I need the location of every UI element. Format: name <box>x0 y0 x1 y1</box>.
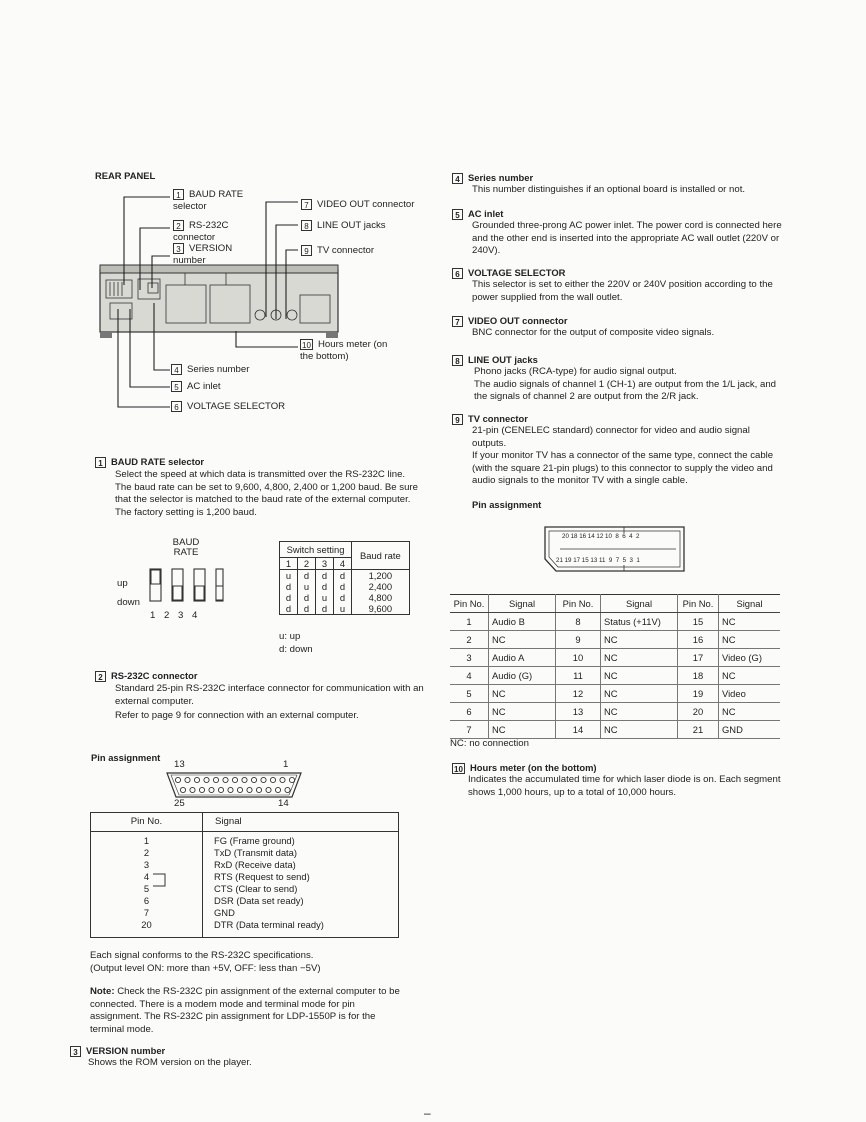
tv-connector-body-2: If your monitor TV has a connector of the same type, connect the cable (with the square 21-pin plugs) to this connector to supply the video and audio signals to the monitor TV with a single cable. <box>472 450 774 486</box>
rs232c-refer: Refer to page 9 for connection with an external computer. <box>115 710 359 721</box>
video-out-section <box>452 315 782 340</box>
label-series-number: 4 Series number <box>171 364 249 376</box>
line-out-body: Phono jacks (RCA-type) for audio signal output. <box>474 366 677 377</box>
version-section <box>70 1045 370 1070</box>
db25-pin-1: 1 <box>283 759 289 770</box>
ac-inlet-body: Grounded three-prong AC power inlet. The power cord is connected here and the other end is inserted into the appropriate AC wall outlet (220V or 240V). <box>472 220 782 256</box>
hours-meter-heading: Hours meter (on the bottom) <box>470 762 597 773</box>
table-row: 4 RTS (Request to send) <box>143 871 310 882</box>
switch-setting-header: Switch setting <box>280 542 352 558</box>
table-row: 3 Audio A 10 NC 17 Video (G) <box>450 649 780 667</box>
label-version: 3 VERSION number <box>173 243 233 266</box>
label-hours-meter: 10 Hours meter (on the bottom) <box>300 339 388 362</box>
table-row: d d u d 4,800 <box>280 592 410 603</box>
voltage-selector-heading: VOLTAGE SELECTOR <box>468 267 566 278</box>
baud-rate-header: Baud rate <box>360 550 401 561</box>
line-out-section <box>452 354 782 404</box>
page-number: – <box>424 1106 431 1120</box>
number-1-box: 1 <box>173 189 184 200</box>
number-7-box: 7 <box>301 199 312 210</box>
number-1-box: 1 <box>95 457 106 468</box>
number-6-box: 6 <box>171 401 182 412</box>
rts-cts-loop <box>151 870 171 890</box>
table-row: 20 DTR (Data terminal ready) <box>141 919 324 930</box>
number-9-box: 9 <box>301 245 312 256</box>
line-out-heading: LINE OUT jacks <box>468 354 538 365</box>
rs232c-body: Standard 25-pin RS-232C interface connector for communication with an external computer. <box>115 683 424 707</box>
video-out-body: BNC connector for the output of composite video signals. <box>472 327 715 338</box>
voltage-selector-body: This selector is set to either the 220V or 240V position according to the power supplied from the wall outlet. <box>472 279 773 303</box>
version-body: Shows the ROM version on the player. <box>88 1057 252 1068</box>
number-8-box: 8 <box>452 355 463 366</box>
note-block <box>90 986 400 1036</box>
voltage-selector-section <box>452 267 782 304</box>
ac-inlet-heading: AC inlet <box>468 208 504 219</box>
switch-down-label: down <box>117 597 140 608</box>
rs232c-section <box>95 670 425 723</box>
table-row: d d d u 9,600 <box>280 603 410 615</box>
db25-connector-diagram <box>164 771 304 799</box>
table-row: 7 GND <box>143 907 235 918</box>
label-ac-inlet: 5 AC inlet <box>171 381 221 393</box>
tv-pin-assignment-title: Pin assignment <box>472 499 542 510</box>
number-10-box: 10 <box>452 763 465 774</box>
number-6-box: 6 <box>452 268 463 279</box>
number-4-box: 4 <box>452 173 463 184</box>
db25-pin-13: 13 <box>174 759 185 770</box>
hours-meter-section <box>452 762 782 799</box>
table-row: 1 Audio B 8 Status (+11V) 15 NC <box>450 613 780 631</box>
note-label: Note: <box>90 986 115 997</box>
table-row: 2 TxD (Transmit data) <box>143 847 297 858</box>
hours-meter-body: Indicates the accumulated time for which laser diode is on. Each segment shows 1,000 hours, up to a total of 10,000 hours. <box>468 774 781 798</box>
label-rs232c: 2 RS-232C connector <box>173 220 229 243</box>
pin-assignment-title: Pin assignment <box>91 752 161 763</box>
tv-pin-table: Pin No. Signal Pin No. Signal Pin No. Signal 1 Audio B 8 Status (+11V) 15 NC 2 NC 9 NC 16 NC 3 Audio A 10 NC 17 Video (G) 4 Audio (G) 11 NC 18 NC 5 NC 12 NC 19 Video 6 NC 13 NC 20 NC 7 NC 14 NC 21 GND <box>450 594 780 739</box>
legend-down: d: down <box>279 644 313 655</box>
baud-rate-heading: BAUD RATE selector <box>111 456 205 467</box>
rear-panel-title: REAR PANEL <box>95 170 156 181</box>
number-7-box: 7 <box>452 316 463 327</box>
db25-pin-25: 25 <box>174 798 185 809</box>
label-line-out: 8 LINE OUT jacks <box>301 220 386 232</box>
table-row: 7 NC 14 NC 21 GND <box>450 721 780 739</box>
version-heading: VERSION number <box>86 1045 166 1056</box>
baud-rate-table: Switch setting Baud rate 1 2 3 4 u d d d 1,200 d u d d 2,400 d d u d 4,800 d d d u 9,600 <box>279 541 410 615</box>
table-row: 6 NC 13 NC 20 NC <box>450 703 780 721</box>
note-text: Check the RS-232C pin assignment of the external computer to be connected. There is a modem mode and terminal mode for pin assignment. The RS-232C pin assignment for LDP-1550P is for the terminal mode. <box>90 986 400 1035</box>
line-out-body-2: The audio signals of channel 1 (CH-1) are output from the 1/L jack, and the signals of channel 2 are output from the 2/R jack. <box>474 378 777 402</box>
dip-switch-diagram <box>145 565 225 610</box>
scart-top-pins: 20 18 16 14 12 10 8 6 4 2 <box>562 533 640 540</box>
number-4-box: 4 <box>171 364 182 375</box>
col-signal: Signal <box>215 816 242 827</box>
table-row: 5 CTS (Clear to send) <box>143 883 298 894</box>
rs232c-pin-table <box>90 812 399 938</box>
ac-inlet-section <box>452 208 782 258</box>
baud-rate-body: Select the speed at which data is transmitted over the RS-232C line. The baud rate can be set to 9,600, 4,800, 2,400 or 1,200 baud. Be sure that the selector is matched to the baud rate of the external computer. The factory setting is 1,200 baud. <box>115 469 418 518</box>
tv-connector-section <box>452 413 782 488</box>
series-number-section <box>452 172 782 197</box>
db25-pin-14: 14 <box>278 798 289 809</box>
number-10-box: 10 <box>300 339 313 350</box>
number-3-box: 3 <box>70 1046 81 1057</box>
label-voltage-selector: 6 VOLTAGE SELECTOR <box>171 401 285 413</box>
table-row: 2 NC 9 NC 16 NC <box>450 631 780 649</box>
conform-text: Each signal conforms to the RS-232C specifications. (Output level ON: more than +5V, OFF: less than −5V) <box>90 950 321 974</box>
series-number-body: This number distinguishes if an optional board is installed or not. <box>472 184 746 195</box>
table-row: 1 FG (Frame ground) <box>143 835 295 846</box>
table-row: 4 Audio (G) 11 NC 18 NC <box>450 667 780 685</box>
baud-switch-label: BAUD RATE <box>172 537 200 558</box>
label-video-out: 7 VIDEO OUT connector <box>301 199 414 211</box>
baud-rate-section <box>95 456 420 519</box>
table-row: 3 RxD (Receive data) <box>143 859 296 870</box>
number-8-box: 8 <box>301 220 312 231</box>
rear-panel-diagram <box>90 185 440 415</box>
label-tv-connector: 9 TV connector <box>301 245 374 257</box>
number-2-box: 2 <box>173 220 184 231</box>
rs232c-heading: RS-232C connector <box>111 670 198 681</box>
tv-connector-heading: TV connector <box>468 413 528 424</box>
table-row: 6 DSR (Data set ready) <box>143 895 304 906</box>
nc-note: NC: no connection <box>450 738 529 749</box>
number-2-box: 2 <box>95 671 106 682</box>
scart-bottom-pins: 21 19 17 15 13 11 9 7 5 3 1 <box>556 557 640 564</box>
number-5-box: 5 <box>171 381 182 392</box>
col-pin-no: Pin No. <box>130 816 163 827</box>
number-5-box: 5 <box>452 209 463 220</box>
series-number-heading: Series number <box>468 172 534 183</box>
legend-up: u: up <box>279 631 301 642</box>
number-3-box: 3 <box>173 243 184 254</box>
number-9-box: 9 <box>452 414 463 425</box>
scart-connector-diagram <box>542 525 687 573</box>
table-row: u d d d 1,200 <box>280 570 410 582</box>
tv-connector-body: 21-pin (CENELEC standard) connector for video and audio signal outputs. <box>472 425 750 449</box>
table-row: 5 NC 12 NC 19 Video <box>450 685 780 703</box>
switch-up-label: up <box>117 578 128 589</box>
table-row: d u d d 2,400 <box>280 581 410 592</box>
label-baud-rate: 1 BAUD RATE selector <box>173 189 244 212</box>
switch-numbers: 1 2 3 4 <box>150 610 198 621</box>
video-out-heading: VIDEO OUT connector <box>468 315 568 326</box>
